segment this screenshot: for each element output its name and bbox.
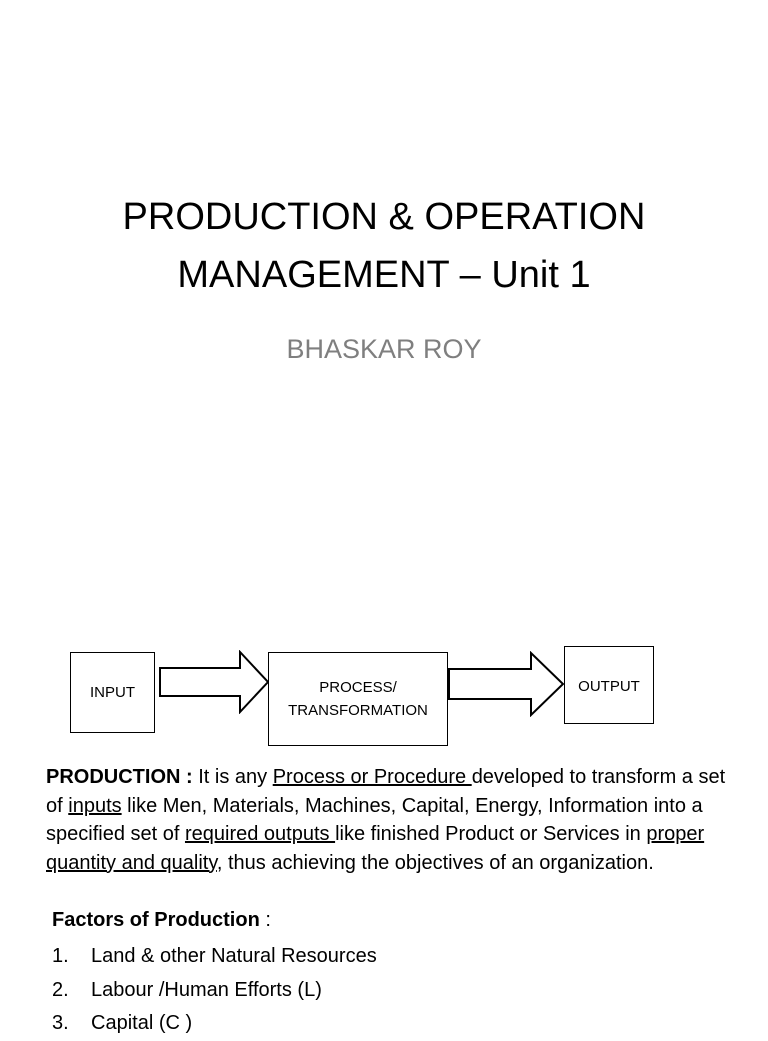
underlined-phrase: required outputs [184,823,336,845]
factors-heading [52,906,271,934]
definition-text: like finished Product or Services in [335,823,647,845]
list-item [52,940,377,974]
factors-heading-colon: : [259,909,271,931]
definition-text: like Men, Materials, Machines, Capital, Energy, Information into a specified set of [46,794,703,845]
underlined-phrase: proper quantity and quality [46,823,705,874]
title-line-2: MANAGEMENT – Unit 1 [177,254,591,296]
definition-text: developed to transform a set of [46,766,726,817]
arrow-process-to-output [447,651,565,717]
process-label-line-1: PROCESS/ [319,679,397,696]
factors-heading-text: Factors of Production [52,909,260,931]
definition-text: It is any [192,766,273,788]
list-item [52,974,377,1008]
process-label-line-2: TRANSFORMATION [288,702,428,719]
list-text: Labour /Human Efforts (L) [91,978,322,1001]
production-definition [46,763,726,877]
list-number: 3. [52,1012,69,1034]
underlined-phrase: inputs [68,794,122,817]
list-text: Capital (C ) [91,1012,193,1034]
output-label: OUTPUT [578,678,640,695]
slide-subtitle: BHASKAR ROY [286,334,482,364]
list-number: 2. [52,978,69,1001]
underlined-phrase: Process or Procedure [272,766,472,788]
slide-title [0,188,768,304]
process-box [268,652,448,746]
definition-text: , thus achieving the objectives of an organization. [216,851,654,874]
output-box [564,646,654,724]
input-box [70,652,155,733]
definition-term: PRODUCTION : [46,766,193,788]
list-number: 1. [52,945,69,967]
list-text: Land & other Natural Resources [91,945,377,967]
title-line-1: PRODUCTION & OPERATION [122,196,646,238]
arrow-input-to-process [158,650,270,714]
input-label: INPUT [90,684,135,701]
factors-list [52,940,377,1041]
